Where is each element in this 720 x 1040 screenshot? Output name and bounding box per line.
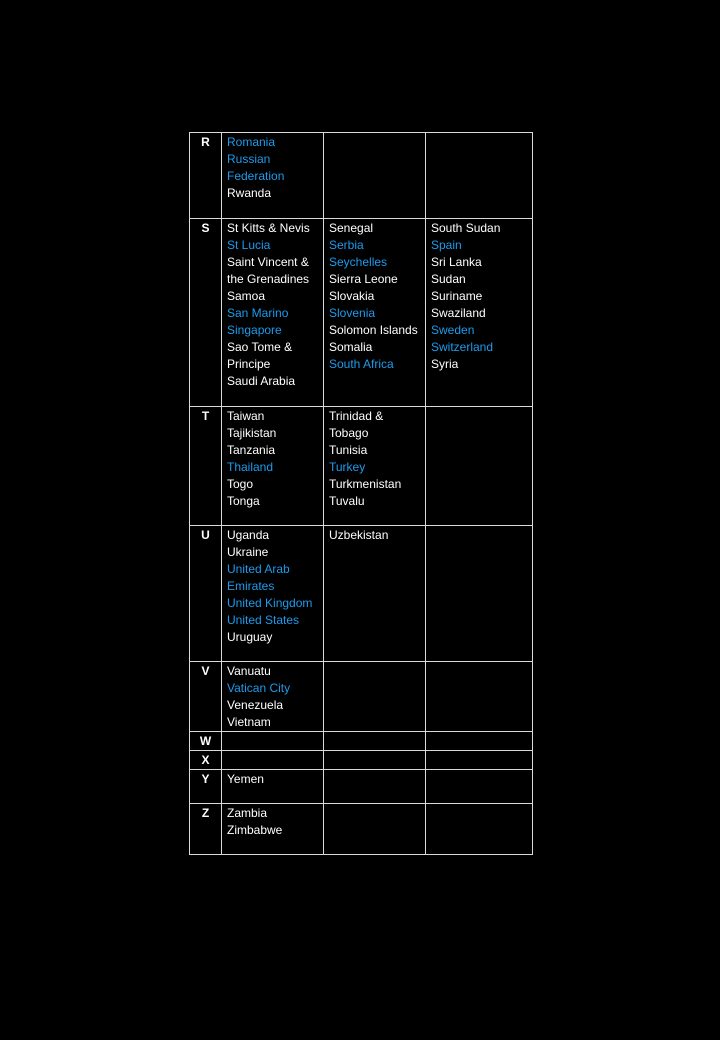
- country-column: [222, 407, 324, 526]
- country-column: [426, 133, 533, 219]
- country-name: Yemen: [227, 772, 264, 786]
- country-column: [426, 662, 533, 732]
- country-column: [324, 751, 426, 770]
- country-link[interactable]: Turkey: [329, 460, 366, 474]
- country-column: [426, 770, 533, 804]
- country-column: [222, 662, 324, 732]
- country-name: Rwanda: [227, 186, 272, 200]
- country-link[interactable]: Serbia: [329, 238, 364, 252]
- country-name: South Sudan: [431, 221, 501, 235]
- country-link[interactable]: United Kingdom: [227, 596, 313, 610]
- letter-row-u: [190, 526, 533, 662]
- letter-heading: R: [190, 133, 222, 219]
- country-column: [222, 751, 324, 770]
- country-link[interactable]: United States: [227, 613, 300, 627]
- country-column: [324, 133, 426, 219]
- country-name: Somalia: [329, 340, 373, 354]
- country-name: Sudan: [431, 272, 466, 286]
- letter-heading: U: [190, 526, 222, 662]
- country-link[interactable]: Russian Federation: [227, 152, 285, 183]
- country-column: [426, 219, 533, 407]
- country-column: [222, 133, 324, 219]
- country-name: Turkmenistan: [329, 477, 402, 491]
- country-name: Slovakia: [329, 289, 375, 303]
- letter-row-s: [190, 219, 533, 407]
- country-column: [426, 732, 533, 751]
- letter-heading: V: [190, 662, 222, 732]
- country-name: Tunisia: [329, 443, 368, 457]
- country-link[interactable]: Singapore: [227, 323, 282, 337]
- letter-row-y: [190, 770, 533, 804]
- country-link[interactable]: Thailand: [227, 460, 274, 474]
- country-link[interactable]: Slovenia: [329, 306, 376, 320]
- country-column: [222, 732, 324, 751]
- letter-heading: S: [190, 219, 222, 407]
- letter-heading: X: [190, 751, 222, 770]
- country-name: Tonga: [227, 494, 260, 508]
- country-name: Taiwan: [227, 409, 265, 423]
- country-link[interactable]: Seychelles: [329, 255, 388, 269]
- country-name: Tuvalu: [329, 494, 365, 508]
- country-name: Zambia: [227, 806, 268, 820]
- country-link[interactable]: Romania: [227, 135, 276, 149]
- country-name: St Kitts & Nevis: [227, 221, 310, 235]
- country-link[interactable]: St Lucia: [227, 238, 271, 252]
- country-name: Togo: [227, 477, 254, 491]
- country-name: Uruguay: [227, 630, 273, 644]
- country-column: [324, 526, 426, 662]
- letter-row-w: [190, 732, 533, 751]
- country-name: Tajikistan: [227, 426, 277, 440]
- country-column: [324, 732, 426, 751]
- country-name: Zimbabwe: [227, 823, 283, 837]
- country-name: Sierra Leone: [329, 272, 398, 286]
- country-column: [426, 526, 533, 662]
- letter-heading: T: [190, 407, 222, 526]
- country-index-body: [190, 133, 533, 855]
- country-column: [222, 526, 324, 662]
- country-column: [426, 804, 533, 855]
- country-name: Tanzania: [227, 443, 276, 457]
- country-name: Vanuatu: [227, 664, 271, 678]
- country-column: [222, 804, 324, 855]
- country-name: Syria: [431, 357, 459, 371]
- country-name: Venezuela: [227, 698, 284, 712]
- country-name: Solomon Islands: [329, 323, 418, 337]
- country-name: Trinidad & Tobago: [329, 409, 384, 440]
- letter-heading: Z: [190, 804, 222, 855]
- country-name: Suriname: [431, 289, 483, 303]
- country-name: Samoa: [227, 289, 266, 303]
- country-column: [324, 804, 426, 855]
- letter-row-x: [190, 751, 533, 770]
- country-column: [222, 219, 324, 407]
- letter-heading: W: [190, 732, 222, 751]
- country-name: Sri Lanka: [431, 255, 482, 269]
- letter-row-r: [190, 133, 533, 219]
- country-column: [324, 662, 426, 732]
- country-column: [324, 407, 426, 526]
- country-column: [324, 770, 426, 804]
- country-link[interactable]: San Marino: [227, 306, 289, 320]
- country-link[interactable]: Spain: [431, 238, 462, 252]
- letter-heading: Y: [190, 770, 222, 804]
- country-link[interactable]: Switzerland: [431, 340, 494, 354]
- country-link[interactable]: South Africa: [329, 357, 394, 371]
- country-name: Saint Vincent & the Grenadines: [227, 255, 310, 286]
- country-name: Senegal: [329, 221, 374, 235]
- country-name: Vietnam: [227, 715, 271, 729]
- country-link[interactable]: Sweden: [431, 323, 475, 337]
- country-name: Swaziland: [431, 306, 486, 320]
- letter-row-z: [190, 804, 533, 855]
- letter-row-v: [190, 662, 533, 732]
- letter-row-t: [190, 407, 533, 526]
- country-column: [426, 407, 533, 526]
- country-column: [222, 770, 324, 804]
- country-column: [324, 219, 426, 407]
- country-column: [426, 751, 533, 770]
- country-name: Ukraine: [227, 545, 269, 559]
- country-name: Saudi Arabia: [227, 374, 296, 388]
- country-index-table: [189, 132, 533, 855]
- country-name: Uzbekistan: [329, 528, 389, 542]
- country-link[interactable]: United Arab Emirates: [227, 562, 290, 593]
- country-name: Uganda: [227, 528, 270, 542]
- country-link[interactable]: Vatican City: [227, 681, 291, 695]
- country-name: Sao Tome & Principe: [227, 340, 293, 371]
